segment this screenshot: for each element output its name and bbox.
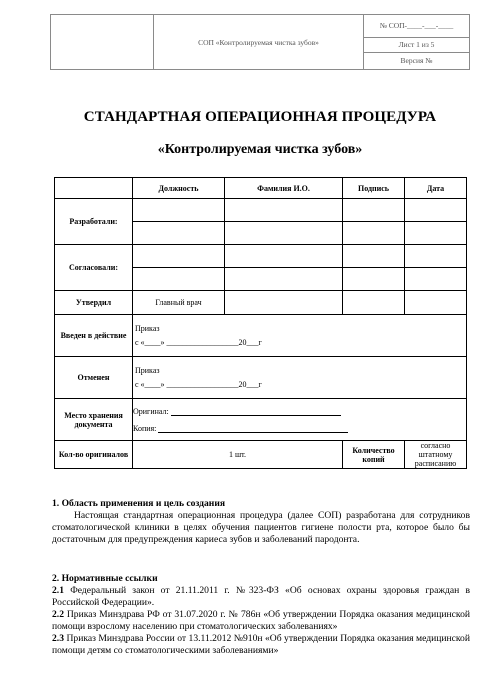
section2-heading: 2. Нормативные ссылки	[52, 573, 158, 584]
col-name: Фамилия И.О.	[225, 178, 343, 199]
reference-item: 2.3 Приказ Минздрава России от 13.11.2012 №910н «Об утверждении Порядка оказания медицинской помощи детям со стоматологическими заболеваниями»	[52, 633, 470, 656]
col-date: Дата	[405, 178, 467, 199]
copy-row	[133, 424, 466, 433]
storage-label: Место хранения документа	[55, 399, 133, 441]
developed-label: Разработали:	[55, 199, 133, 245]
section1-text: Настоящая стандартная операционная процедура (далее СОП) разработана для сотрудников стоматологической клиники в целях обучения пациентов гигиене полости рта, которое было бы достаточным для предупреждения кариеса зубов и заболеваний пародонта.	[52, 510, 470, 545]
originals-count-label: Кол-во оригиналов	[55, 441, 133, 469]
col-position: Должность	[133, 178, 225, 199]
document-header	[50, 14, 470, 70]
chief-doctor: Главный врач	[133, 291, 225, 315]
header-logo-cell	[51, 15, 154, 69]
approved-label: Утвердил	[55, 291, 133, 315]
table-row	[55, 441, 467, 469]
table-row	[55, 399, 467, 441]
section1-heading: 1. Область применения и цель создания	[52, 498, 226, 509]
cancelled-label: Отменен	[55, 357, 133, 399]
sheet-number: Лист 1 из 5	[364, 38, 469, 53]
copy-line	[158, 424, 348, 433]
copies-count-value: согласно штатному расписанию	[405, 441, 467, 469]
table-row	[55, 315, 467, 357]
approval-table	[54, 177, 467, 469]
table-row	[55, 357, 467, 399]
page-title: СТАНДАРТНАЯ ОПЕРАЦИОННАЯ ПРОЦЕДУРА	[83, 109, 437, 125]
cancelled-date: с «____» __________________20___г	[135, 380, 262, 389]
header-title: СОП «Контролируемая чистка зубов»	[154, 15, 364, 69]
introduced-order: Приказ	[135, 324, 160, 333]
original-line	[171, 407, 341, 416]
copy-label: Копия:	[133, 423, 157, 433]
original-label: Оригинал:	[133, 406, 169, 416]
table-row	[55, 291, 467, 315]
originals-count-value: 1 шт.	[133, 441, 343, 469]
table-row	[55, 199, 467, 222]
introduced-label: Введен в действие	[55, 315, 133, 357]
page-subtitle: «Контролируемая чистка зубов»	[157, 142, 363, 157]
cancelled-order: Приказ	[135, 366, 160, 375]
agreed-label: Согласовали:	[55, 245, 133, 291]
table-header-row	[55, 178, 467, 199]
reference-item: 2.1 Федеральный закон от 21.11.2011 г. №323-ФЗ «Об основах охраны здоровья граждан в Российской Федерации».	[52, 585, 470, 608]
header-meta	[364, 15, 469, 69]
original-row	[133, 407, 466, 416]
col-signature: Подпись	[343, 178, 405, 199]
introduced-date: с «____» __________________20___г	[135, 338, 262, 347]
version-number: Версия №	[400, 56, 433, 65]
reference-item: 2.2 Приказ Минздрава РФ от 31.07.2020 г. № 786н «Об утверждении Порядка оказания медицинской помощи взрослому населению при стоматологических заболеваниях»	[52, 609, 470, 632]
table-row	[55, 245, 467, 268]
sop-number: № СОП-____-___-____	[364, 15, 469, 38]
copies-count-label: Количество копий	[343, 441, 405, 469]
